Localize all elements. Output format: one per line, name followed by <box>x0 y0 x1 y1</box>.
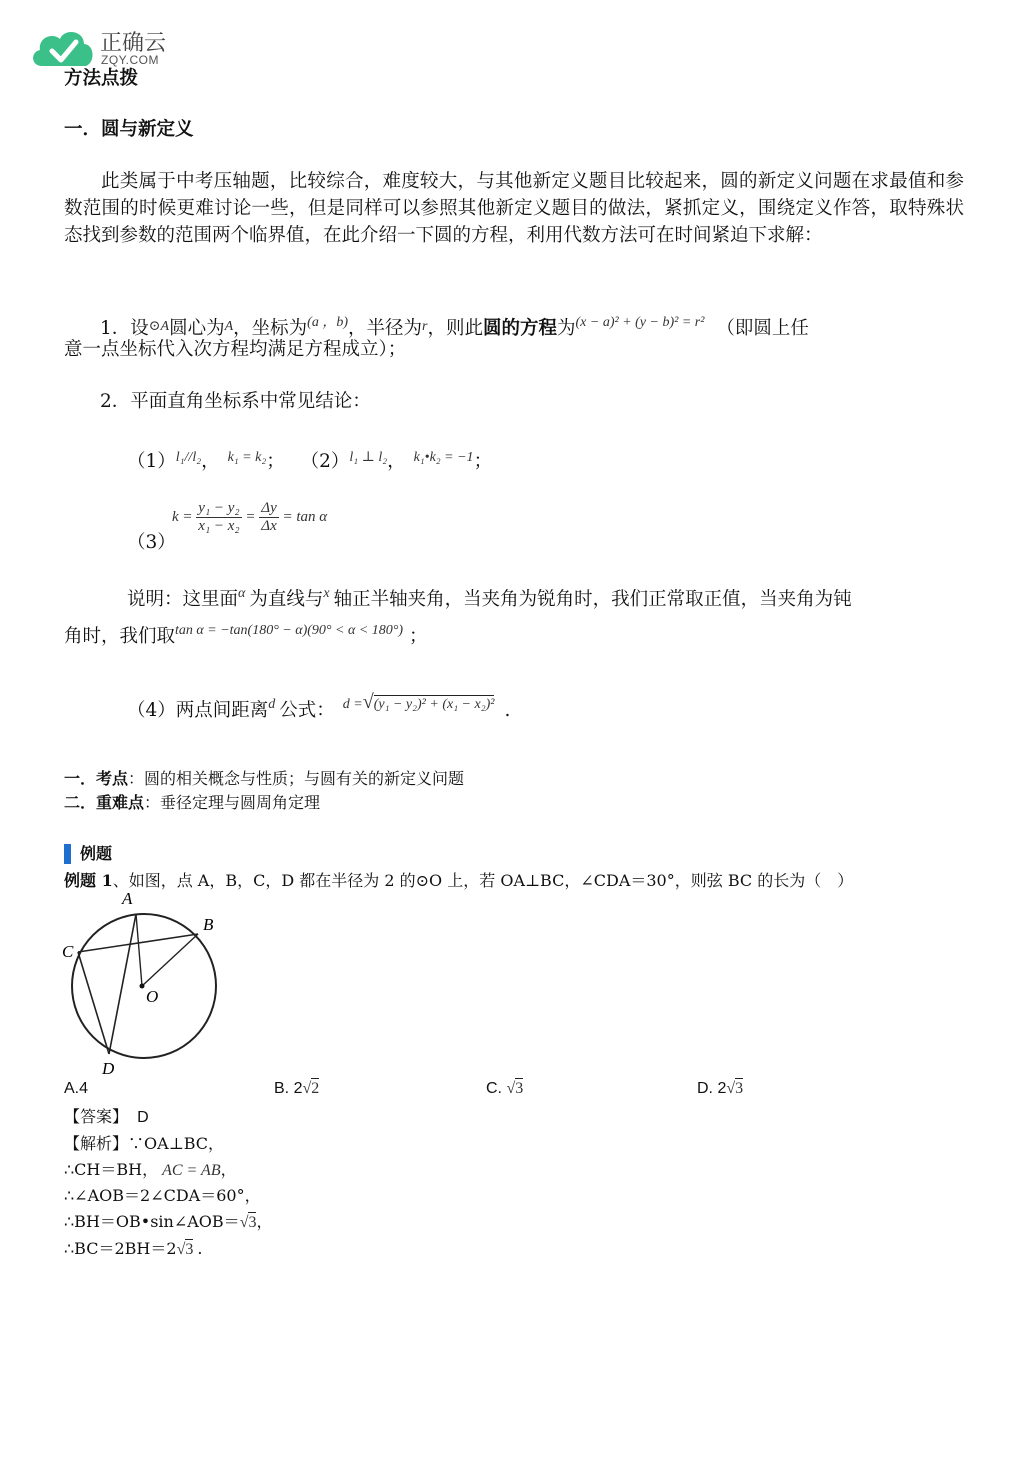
example1-text: 、如图，点 A，B，C，D 都在半径为 2 的⊙O 上，若 OA⊥BC，∠CDA＝30°，则弦 BC 的长为（ ） <box>112 871 854 890</box>
note-math: tan α = −tan(180° − α)(90° < α < 180°) <box>175 623 404 638</box>
option-c[interactable] <box>486 1080 523 1098</box>
analysis-step5: ∴BC＝2BH＝2 <box>64 1239 177 1258</box>
conclusion-4 <box>127 689 510 724</box>
analysis-line4 <box>64 1210 272 1235</box>
c4-radical-icon: √ <box>362 691 374 713</box>
example1-label: 例题 1 <box>64 871 113 890</box>
option-a-text: A.4 <box>64 1080 89 1097</box>
option-c-text: C. <box>486 1080 507 1097</box>
example-bar <box>64 844 71 864</box>
analysis-step2-math: AC = AB <box>162 1162 221 1179</box>
analysis-line1 <box>64 1132 224 1156</box>
chord-da <box>109 914 136 1054</box>
item1-text4: ，则此 <box>427 318 483 339</box>
note-end: ； <box>409 626 428 647</box>
c2-math2: k₁•k₂ = −1 <box>413 450 474 465</box>
example-heading: 例题 <box>80 844 113 863</box>
c3-fraction-2 <box>259 500 278 535</box>
item1-text6: （即圆上任 <box>716 318 809 339</box>
c3-den: x₁ − x₂ <box>198 518 240 534</box>
kaodian-line <box>64 767 464 791</box>
intro-paragraph: 此类属于中考压轴题，比较综合，难度较大，与其他新定义题目比较起来，圆的新定义问题在求最值和参数范围的时候更难讨论一些，但是同样可以参照其他新定义题目的做法，紧抓定义，围绕定义作答，取特殊状态找到参数的范围两个临界值，在此介绍一下圆的方程，利用代数方法可在时间紧迫下求解： <box>64 171 964 246</box>
item1-text3: ，半径为 <box>348 318 423 339</box>
note-line2-text: 角时，我们取 <box>64 626 176 647</box>
analysis-line5 <box>64 1237 202 1262</box>
option-a[interactable] <box>64 1080 88 1098</box>
item2-heading: 2．平面直角坐标系中常见结论： <box>100 391 371 412</box>
label-o: O <box>146 987 159 1006</box>
analysis-step5-end: . <box>197 1239 203 1258</box>
option-c-root: 3 <box>515 1080 524 1097</box>
c3-num: y₁ − y₂ <box>198 500 240 516</box>
note-alpha: α <box>238 586 246 601</box>
conclusion-3-label: （3） <box>127 532 176 553</box>
option-d-text: D. 2 <box>697 1080 727 1097</box>
analysis-step2: ∴CH＝BH， <box>64 1160 159 1179</box>
analysis-step1: ∵OA⊥BC， <box>128 1134 225 1153</box>
c2-end: ； <box>473 451 493 472</box>
note-line1 <box>127 581 852 613</box>
c3-tail: = tan α <box>282 509 328 525</box>
analysis-step5-root: 3 <box>185 1241 194 1258</box>
center-dot <box>140 984 145 989</box>
option-d-radical-icon: √ <box>726 1080 736 1097</box>
c2-label: （2） <box>300 451 350 472</box>
label-d: D <box>102 1059 115 1078</box>
item1-prefix: 1．设 <box>100 318 149 339</box>
c4-math-left: d = <box>342 697 363 712</box>
label-b: B <box>203 915 214 934</box>
note-prefix: 说明：这里面 <box>127 589 239 610</box>
c4-label: （4）两点间距离 <box>127 700 269 721</box>
analysis-step2-end: ， <box>220 1160 237 1179</box>
analysis-line2 <box>64 1158 237 1183</box>
option-d[interactable] <box>697 1080 743 1098</box>
item1-line2: 意一点坐标代入次方程均满足方程成立）； <box>64 339 407 360</box>
step4-radical-icon: √ <box>239 1214 249 1231</box>
item1-center-A: A <box>224 319 234 334</box>
note-t1: 为直线与 <box>249 589 324 610</box>
item1-coord: (a ，b) <box>307 315 348 330</box>
circle-figure <box>58 890 228 1085</box>
item1-bold: 圆的方程 <box>482 318 557 339</box>
c3-den2: Δx <box>261 518 277 534</box>
c3-k: k = <box>172 509 193 525</box>
item1-text2: ，坐标为 <box>233 318 308 339</box>
c1-label: （1） <box>127 451 176 472</box>
kaodian-text: ：圆的相关概念与性质；与圆有关的新定义问题 <box>128 769 465 788</box>
note-t2: 轴正半轴夹角，当夹角为锐角时，我们正常取正值，当夹角为钝 <box>333 589 852 610</box>
c4-math-root: (y₁ − y₂)² + (x₁ − x₂)² <box>373 697 495 712</box>
c2-sep: ， <box>387 451 406 472</box>
item1-text5: 为 <box>557 318 576 339</box>
option-b-root: 2 <box>311 1080 320 1097</box>
note-line2 <box>64 618 428 650</box>
c1-sep: ， <box>201 451 220 472</box>
answer-line <box>64 1105 149 1130</box>
c1-end: ； <box>266 451 285 472</box>
analysis-step4-end: ， <box>256 1212 273 1231</box>
logo-name: 正确云 <box>100 30 167 55</box>
answer-value: D <box>137 1109 149 1126</box>
page-title: 方法点拨 <box>64 68 139 89</box>
kaodian-label: 一．考点 <box>64 769 129 788</box>
analysis-line3: ∴∠AOB＝2∠CDA＝60°， <box>64 1186 261 1205</box>
zhongnan-label: 二．重难点 <box>64 793 145 812</box>
c4-end: . <box>504 700 511 721</box>
logo-domain: ZQY.COM <box>101 53 159 67</box>
c3-num2: Δy <box>261 500 277 516</box>
conclusion-3-formula <box>172 500 327 535</box>
c3-fraction-1 <box>196 500 241 535</box>
item1-circle-symbol: ⊙A <box>148 319 170 334</box>
c3-eq: = <box>245 509 256 525</box>
note-x: x <box>323 586 330 601</box>
zhongnan-line <box>64 791 320 815</box>
conclusion-1-2 <box>127 445 492 475</box>
c1-math: l₁//l₂ <box>175 450 202 465</box>
item1-equation: (x − a)² + (y − b)² = r² <box>575 315 705 330</box>
option-b-radical-icon: √ <box>302 1080 312 1097</box>
analysis-step4-root: 3 <box>248 1214 257 1231</box>
item1-text1: 圆心为 <box>169 318 225 339</box>
c4-d: d <box>268 697 276 712</box>
section-heading: 一．圆与新定义 <box>64 119 194 140</box>
c2-math: l₁ ⊥ l₂ <box>349 450 388 465</box>
c1-math2: k₁ = k₂ <box>227 450 267 465</box>
analysis-step4: ∴BH＝OB•sin∠AOB＝ <box>64 1212 240 1231</box>
option-b[interactable] <box>274 1080 319 1098</box>
c4-t: 公式： <box>279 700 335 721</box>
answer-label: 【答案】 <box>64 1107 129 1126</box>
option-d-root: 3 <box>735 1080 744 1097</box>
radius-oa <box>136 914 142 986</box>
option-c-radical-icon: √ <box>506 1080 516 1097</box>
zhongnan-text: ：垂径定理与圆周角定理 <box>144 793 321 812</box>
label-a: A <box>122 890 133 908</box>
analysis-label: 【解析】 <box>64 1134 129 1153</box>
option-b-text: B. 2 <box>274 1080 303 1097</box>
step5-radical-icon: √ <box>176 1241 186 1258</box>
item1-radius-r: r <box>422 319 428 334</box>
label-c: C <box>62 942 74 961</box>
